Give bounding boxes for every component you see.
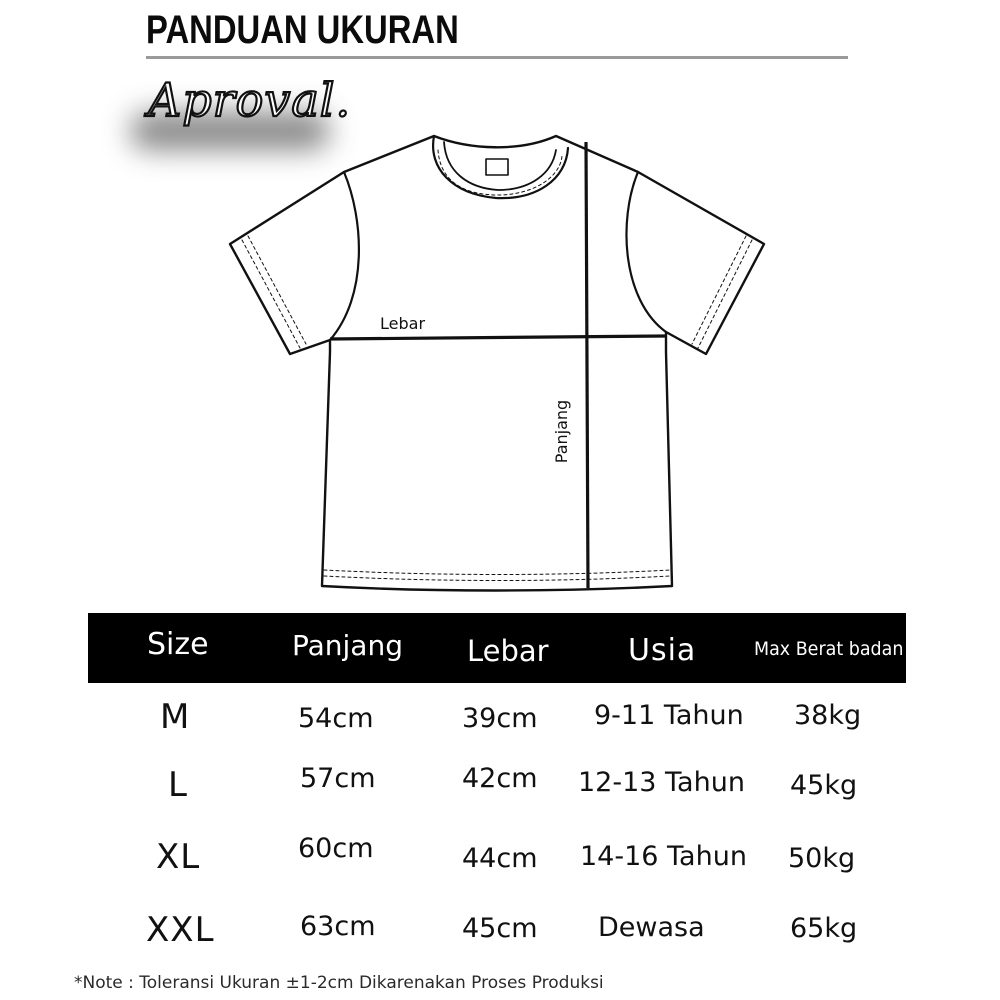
row-m-panjang: 54cm bbox=[298, 703, 374, 734]
collar-outer bbox=[433, 136, 568, 198]
left-sleeve-hem bbox=[242, 240, 300, 348]
row-xxl-usia: Dewasa bbox=[598, 912, 705, 943]
row-l-lebar: 42cm bbox=[462, 763, 538, 794]
brand-logo: Aproval. bbox=[148, 73, 352, 127]
column-header-max-berat: Max Berat badan bbox=[754, 638, 904, 660]
row-xxl-berat: 65kg bbox=[790, 913, 858, 944]
length-measure-line bbox=[586, 142, 588, 588]
row-m-usia: 9-11 Tahun bbox=[594, 700, 744, 731]
title-divider bbox=[146, 56, 848, 59]
right-sleeve-hem bbox=[698, 240, 752, 348]
row-m-lebar: 39cm bbox=[462, 703, 538, 734]
row-xxl-panjang: 63cm bbox=[300, 911, 376, 942]
collar-inner bbox=[444, 142, 556, 190]
row-l-usia: 12-13 Tahun bbox=[578, 767, 745, 798]
width-label: Lebar bbox=[380, 314, 426, 333]
row-m-size: M bbox=[160, 697, 191, 737]
row-xl-lebar: 44cm bbox=[462, 843, 538, 874]
column-header-lebar: Lebar bbox=[467, 634, 549, 668]
row-l-size: L bbox=[168, 765, 188, 805]
bottom-hem-2 bbox=[324, 576, 670, 581]
right-sleeve-seam bbox=[626, 172, 666, 332]
row-xl-size: XL bbox=[156, 837, 201, 877]
row-l-panjang: 57cm bbox=[300, 763, 376, 794]
right-sleeve-hem-2 bbox=[692, 236, 746, 344]
column-header-usia: Usia bbox=[628, 633, 697, 668]
row-m-berat: 38kg bbox=[794, 700, 862, 731]
left-sleeve-hem-2 bbox=[248, 236, 306, 344]
neck-tag bbox=[486, 159, 508, 175]
row-xxl-lebar: 45cm bbox=[462, 913, 538, 944]
row-xl-panjang: 60cm bbox=[298, 833, 374, 864]
tolerance-note: *Note : Toleransi Ukuran ±1-2cm Dikarenakan Proses Produksi bbox=[74, 973, 604, 993]
width-measure-line bbox=[330, 336, 666, 339]
page-title: PANDUAN UKURAN bbox=[146, 8, 459, 52]
bottom-hem bbox=[324, 570, 670, 575]
row-xl-berat: 50kg bbox=[788, 843, 856, 874]
left-sleeve-seam bbox=[330, 172, 359, 340]
row-xxl-size: XXL bbox=[146, 910, 215, 950]
row-xl-usia: 14-16 Tahun bbox=[580, 841, 747, 872]
column-header-panjang: Panjang bbox=[292, 629, 403, 662]
shirt-outline bbox=[230, 136, 764, 591]
row-l-berat: 45kg bbox=[790, 770, 858, 801]
column-header-size: Size bbox=[147, 627, 209, 662]
length-label: Panjang bbox=[552, 399, 572, 464]
collar-stitch bbox=[438, 150, 562, 195]
